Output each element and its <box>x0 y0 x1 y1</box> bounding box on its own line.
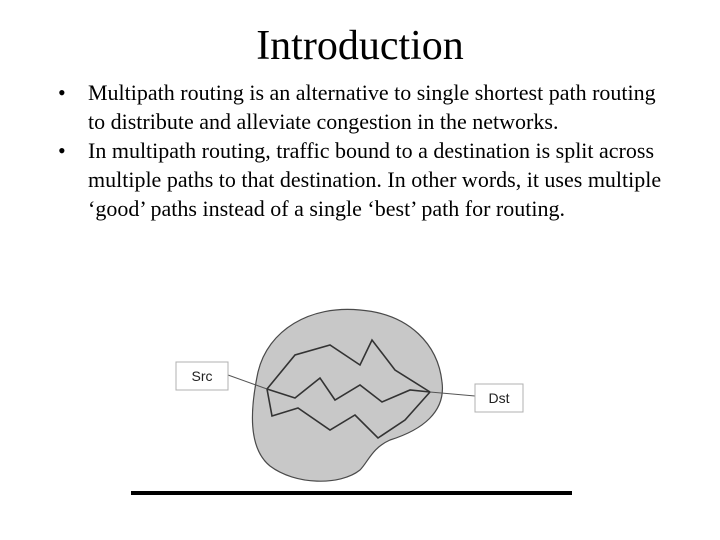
bullet-item <box>58 78 678 136</box>
slide-title: Introduction <box>256 23 464 69</box>
bullet-item <box>58 136 678 223</box>
multipath-diagram <box>120 290 600 520</box>
bullet-text: Multipath routing is an alternative to single shortest path routing to distribute and alleviate congestion in the networks. <box>88 80 656 134</box>
bullet-text: In multipath routing, traffic bound to a destination is split across multiple paths to that destination. In other words, it uses multiple ‘good’ paths instead of a single ‘best’ path for routing. <box>88 138 662 221</box>
horizontal-rule <box>131 491 572 495</box>
bullet-dot-icon: • <box>58 80 66 105</box>
src-node-label: Src <box>191 368 213 384</box>
bullet-list <box>58 78 678 223</box>
dst-node-label: Dst <box>488 390 510 406</box>
bullet-dot-icon: • <box>58 138 66 163</box>
network-region <box>252 309 442 481</box>
